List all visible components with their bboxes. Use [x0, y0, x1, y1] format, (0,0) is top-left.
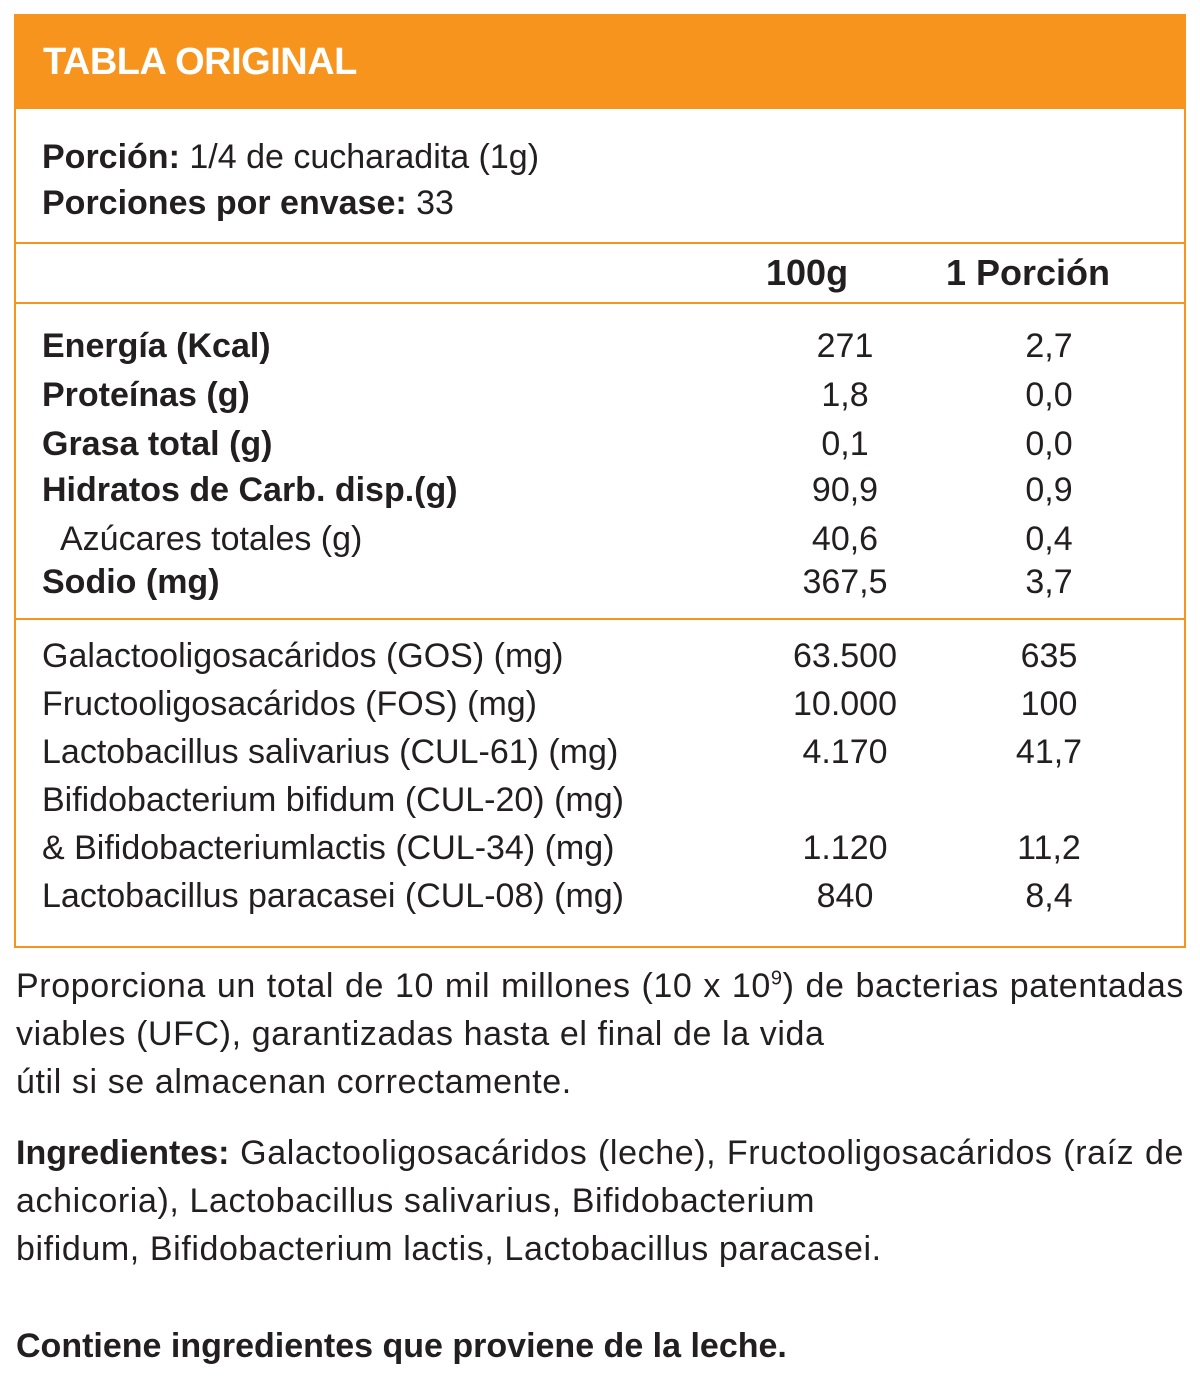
value-portion: 0,0	[1025, 425, 1073, 463]
ingredients	[16, 1129, 1184, 1273]
component-label: Galactooligosacáridos (GOS) (mg)	[42, 637, 564, 675]
value-100g: 1,8	[821, 376, 869, 414]
servings-value: 33	[406, 184, 454, 222]
portion-info	[42, 134, 539, 226]
value-portion: 0,4	[1025, 520, 1073, 558]
value-100g: 367,5	[802, 563, 888, 601]
nutrient-label: Azúcares totales (g)	[60, 520, 363, 558]
bacteria-note-text: ) de bacterias patentadas viables (UFC), garantizadas hasta el final de la vida	[16, 967, 1184, 1053]
table-row	[42, 680, 1172, 728]
bacteria-note	[16, 962, 1184, 1106]
table-row	[42, 872, 1172, 920]
divider	[16, 302, 1184, 304]
serving-size-value: 1/4 de cucharadita (1g)	[179, 138, 540, 176]
value-portion: 41,7	[1015, 733, 1083, 771]
component-label: Fructooligosacáridos (FOS) (mg)	[42, 685, 538, 723]
divider	[16, 618, 1184, 620]
table-row	[42, 371, 1172, 419]
servings-per-container	[42, 180, 539, 226]
component-label: Lactobacillus paracasei (CUL-08) (mg)	[42, 877, 625, 915]
value-100g: 0,1	[821, 425, 869, 463]
servings-label: Porciones por envase:	[42, 184, 407, 222]
component-label: Lactobacillus salivarius (CUL-61) (mg)	[42, 733, 619, 771]
table-row	[42, 776, 1172, 824]
value-100g: 271	[816, 327, 874, 365]
value-100g: 10.000	[793, 685, 897, 723]
ingredients-text: Galactooligosacáridos (leche), Fructooligosacáridos (raíz de achicoria), Lactobacillus salivarius, Bifidobacterium	[16, 1134, 1184, 1220]
component-label: & Bifidobacteriumlactis (CUL-34) (mg)	[42, 829, 615, 867]
ingredients-label: Ingredientes:	[16, 1134, 230, 1172]
table-row	[42, 632, 1172, 680]
value-portion: 3,7	[1025, 563, 1073, 601]
value-portion: 0,9	[1025, 471, 1073, 509]
nutrition-table	[14, 14, 1186, 948]
value-100g: 1.120	[802, 829, 888, 867]
table-row	[42, 728, 1172, 776]
value-100g: 90,9	[811, 471, 879, 509]
value-100g: 40,6	[811, 520, 879, 558]
nutrient-label: Grasa total (g)	[42, 425, 273, 463]
table-row	[42, 420, 1172, 468]
ingredients-text: bifidum, Bifidobacterium lactis, Lactobacillus paracasei.	[16, 1230, 882, 1268]
value-portion: 100	[1020, 685, 1078, 723]
nutrient-label: Proteínas (g)	[42, 376, 250, 414]
serving-size	[42, 134, 539, 180]
exponent: 9	[770, 967, 783, 990]
value-100g: 4.170	[802, 733, 888, 771]
column-header-100g: 100g	[766, 252, 849, 293]
value-100g: 63.500	[793, 637, 897, 675]
value-portion: 635	[1020, 637, 1078, 675]
table-row	[42, 824, 1172, 872]
component-label: Bifidobacterium bifidum (CUL-20) (mg)	[42, 781, 624, 819]
bacteria-note-text: útil si se almacenan correctamente.	[16, 1063, 572, 1101]
value-portion: 8,4	[1025, 877, 1073, 915]
table-row	[42, 466, 1172, 514]
bacteria-note-text: Proporciona un total de 10 mil millones (10 x 10	[16, 967, 771, 1005]
value-portion: 0,0	[1025, 376, 1073, 414]
table-title: TABLA ORIGINAL	[16, 16, 1184, 109]
value-portion: 2,7	[1025, 327, 1073, 365]
divider	[16, 242, 1184, 244]
allergen-statement: Contiene ingredientes que proviene de la leche.	[16, 1327, 787, 1365]
table-row	[42, 558, 1172, 606]
value-100g: 840	[816, 877, 874, 915]
value-portion: 11,2	[1017, 829, 1081, 867]
nutrient-label: Hidratos de Carb. disp.(g)	[42, 471, 458, 509]
column-header-portion: 1 Porción	[946, 252, 1111, 293]
table-row	[42, 322, 1172, 370]
nutrient-label: Energía (Kcal)	[42, 327, 271, 365]
nutrient-label: Sodio (mg)	[42, 563, 220, 601]
serving-size-label: Porción:	[42, 138, 180, 176]
table-row	[42, 515, 1172, 563]
